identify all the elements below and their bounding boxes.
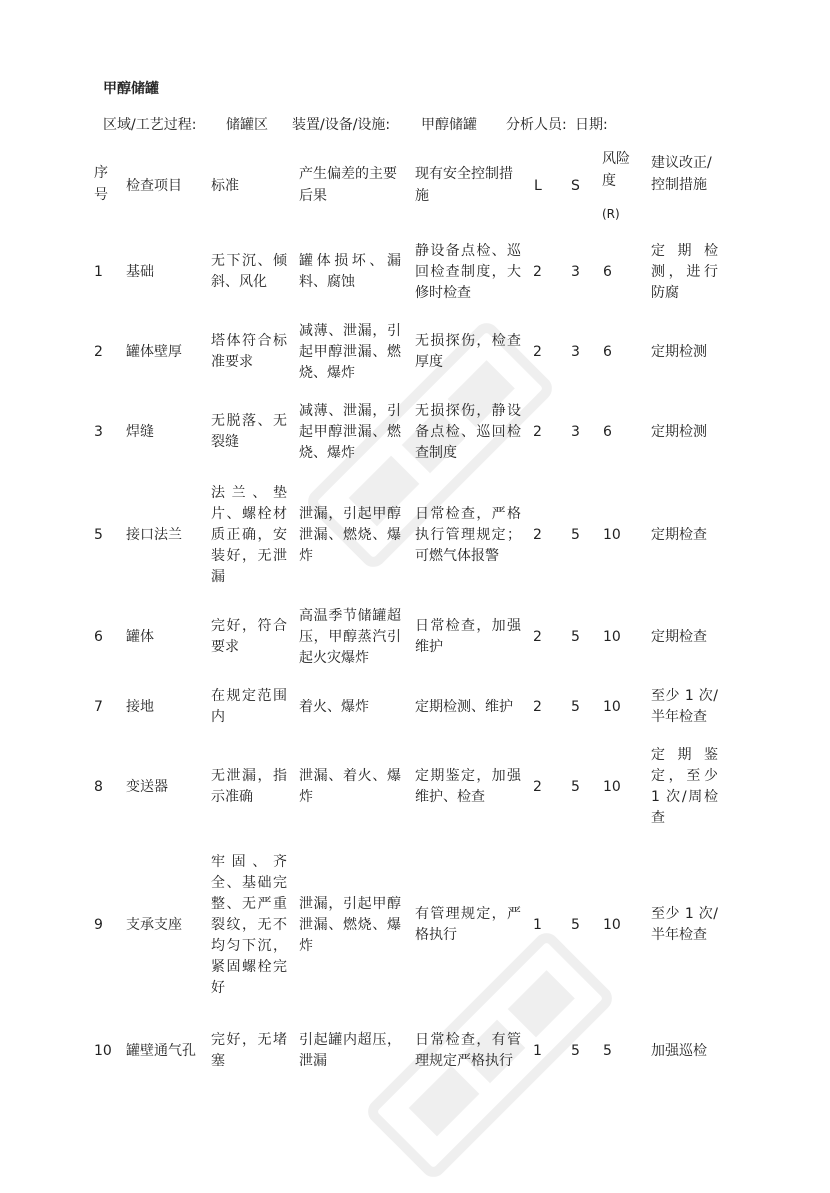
cell-text: 5 bbox=[571, 1042, 580, 1059]
cell-text: 2 bbox=[533, 343, 542, 360]
table-cell-r bbox=[603, 320, 629, 384]
table-cell-r bbox=[603, 1015, 629, 1087]
cell-text: 静设备点检、巡回检查制度，大修时检查 bbox=[415, 242, 521, 301]
table-cell-consequence bbox=[299, 238, 401, 306]
cell-text: 有管理规定，严格执行 bbox=[415, 906, 521, 943]
table-cell-r bbox=[603, 238, 629, 306]
header-measures: 现有安全控制措施 bbox=[415, 166, 513, 204]
cell-text: 日常检查，加强维护 bbox=[415, 618, 521, 655]
cell-text: 泄漏、着火、爆炸 bbox=[299, 768, 401, 805]
cell-text: 8 bbox=[94, 778, 103, 795]
cell-text: 接口法兰 bbox=[126, 526, 182, 543]
table-cell-advice bbox=[651, 400, 718, 464]
table-cell-consequence bbox=[299, 686, 401, 728]
cell-text: 5 bbox=[603, 1042, 612, 1059]
cell-text: 6 bbox=[603, 263, 612, 280]
table-cell-consequence bbox=[299, 603, 401, 671]
table-cell-item bbox=[126, 848, 196, 1002]
header-risk-r: (R) bbox=[602, 207, 620, 221]
table-cell-consequence bbox=[299, 320, 401, 384]
table-cell-s bbox=[571, 1015, 585, 1087]
cell-text: 定期检查 bbox=[651, 628, 707, 645]
cell-text: 无损探伤，静设备点检、巡回检查制度 bbox=[415, 402, 521, 461]
table-cell-item bbox=[126, 400, 196, 464]
table-cell-standard bbox=[211, 480, 287, 590]
cell-text: 定期检测、维护 bbox=[415, 698, 513, 715]
table-cell-l bbox=[533, 400, 547, 464]
cell-text: 定期鉴定，加强维护、检查 bbox=[415, 768, 521, 805]
table-cell-measures bbox=[415, 848, 521, 1002]
page-title: 甲醇储罐 bbox=[103, 81, 159, 97]
cell-text: 定期检测 bbox=[651, 343, 707, 360]
table-cell-l bbox=[533, 238, 547, 306]
table-cell-item bbox=[126, 320, 196, 384]
cell-text: 3 bbox=[571, 343, 580, 360]
table-cell-s bbox=[571, 238, 585, 306]
cell-text: 罐体壁厚 bbox=[126, 343, 182, 360]
table-cell-item bbox=[126, 686, 196, 728]
cell-text: 10 bbox=[603, 778, 621, 795]
table-cell-consequence bbox=[299, 480, 401, 590]
cell-text: 3 bbox=[94, 423, 103, 440]
table-cell-r bbox=[603, 603, 629, 671]
cell-text: 无泄漏，指示准确 bbox=[211, 768, 287, 805]
cell-text: 10 bbox=[603, 628, 621, 645]
cell-text: 泄漏，引起甲醇泄漏、燃烧、爆炸 bbox=[299, 895, 401, 954]
table-cell-standard bbox=[211, 1015, 287, 1087]
table-cell-l bbox=[533, 603, 547, 671]
analyst-label: 分析人员: bbox=[506, 117, 567, 133]
table-cell-advice bbox=[651, 848, 718, 1002]
table-cell-consequence bbox=[299, 742, 401, 832]
cell-text: 支承支座 bbox=[126, 916, 182, 933]
table-cell-s bbox=[571, 686, 585, 728]
header-s: S bbox=[571, 178, 580, 194]
header-standard: 标准 bbox=[211, 178, 239, 194]
table-cell-r bbox=[603, 686, 629, 728]
table-cell-r bbox=[603, 400, 629, 464]
cell-text: 10 bbox=[94, 1042, 112, 1059]
table-cell-item bbox=[126, 480, 196, 590]
table-cell-s bbox=[571, 742, 585, 832]
device-value: 甲醇储罐 bbox=[421, 117, 477, 133]
cell-text: 完好，无堵塞 bbox=[211, 1032, 287, 1069]
cell-text: 着火、爆炸 bbox=[299, 698, 369, 715]
cell-text: 5 bbox=[94, 526, 103, 543]
area-value: 储罐区 bbox=[226, 117, 268, 133]
cell-text: 1 bbox=[94, 263, 103, 280]
cell-text: 定期检查 bbox=[651, 526, 707, 543]
table-cell-consequence bbox=[299, 1015, 401, 1087]
table-cell-standard bbox=[211, 742, 287, 832]
cell-text: 定期检测 bbox=[651, 423, 707, 440]
cell-text: 5 bbox=[571, 698, 580, 715]
cell-text: 引起罐内超压，泄漏 bbox=[299, 1032, 401, 1069]
table-cell-l bbox=[533, 320, 547, 384]
cell-text: 10 bbox=[603, 698, 621, 715]
header-no: 序号 bbox=[94, 165, 108, 203]
cell-text: 焊缝 bbox=[126, 423, 154, 440]
cell-text: 泄漏，引起甲醇泄漏、燃烧、爆炸 bbox=[299, 505, 401, 564]
table-cell-no bbox=[94, 320, 118, 384]
cell-text: 完好，符合要求 bbox=[211, 618, 287, 655]
cell-text: 7 bbox=[94, 698, 103, 715]
header-risk: 风险度 bbox=[602, 151, 630, 189]
table-cell-l bbox=[533, 480, 547, 590]
table-cell-s bbox=[571, 480, 585, 590]
cell-text: 10 bbox=[603, 526, 621, 543]
table-cell-s bbox=[571, 400, 585, 464]
cell-text: 2 bbox=[533, 778, 542, 795]
cell-text: 定期鉴定，至少 1 次/周检查 bbox=[651, 747, 718, 826]
cell-text: 10 bbox=[603, 916, 621, 933]
table-cell-measures bbox=[415, 480, 521, 590]
cell-text: 2 bbox=[533, 263, 542, 280]
table-cell-no bbox=[94, 480, 118, 590]
cell-text: 塔体符合标准要求 bbox=[211, 333, 287, 370]
cell-text: 2 bbox=[94, 343, 103, 360]
table-cell-standard bbox=[211, 400, 287, 464]
table-cell-measures bbox=[415, 1015, 521, 1087]
cell-text: 5 bbox=[571, 628, 580, 645]
table-cell-advice bbox=[651, 238, 718, 306]
table-cell-standard bbox=[211, 686, 287, 728]
header-advice: 建议改正/控制措施 bbox=[651, 155, 712, 193]
table-cell-item bbox=[126, 742, 196, 832]
table-cell-r bbox=[603, 848, 629, 1002]
table-cell-standard bbox=[211, 603, 287, 671]
table-cell-standard bbox=[211, 238, 287, 306]
table-cell-r bbox=[603, 742, 629, 832]
table-cell-measures bbox=[415, 320, 521, 384]
cell-text: 罐体损坏、漏料、腐蚀 bbox=[299, 253, 401, 290]
cell-text: 1 bbox=[533, 1042, 542, 1059]
table-cell-measures bbox=[415, 742, 521, 832]
cell-text: 变送器 bbox=[126, 778, 168, 795]
cell-text: 减薄、泄漏，引起甲醇泄漏、燃烧、爆炸 bbox=[299, 322, 401, 381]
table-cell-item bbox=[126, 238, 196, 306]
cell-text: 基础 bbox=[126, 263, 154, 280]
cell-text: 5 bbox=[571, 916, 580, 933]
table-cell-standard bbox=[211, 320, 287, 384]
table-cell-standard bbox=[211, 848, 287, 1002]
table-cell-no bbox=[94, 603, 118, 671]
cell-text: 6 bbox=[603, 423, 612, 440]
table-cell-advice bbox=[651, 1015, 718, 1087]
table-cell-s bbox=[571, 320, 585, 384]
cell-text: 接地 bbox=[126, 698, 154, 715]
area-label: 区域/工艺过程: bbox=[103, 117, 197, 133]
cell-text: 牢固、齐全、基础完整、无严重裂纹，无不均匀下沉，紧固螺栓完好 bbox=[211, 853, 287, 996]
cell-text: 高温季节储罐超压，甲醇蒸汽引起火灾爆炸 bbox=[299, 607, 401, 666]
cell-text: 无下沉、倾斜、风化 bbox=[211, 253, 287, 290]
cell-text: 6 bbox=[603, 343, 612, 360]
cell-text: 6 bbox=[94, 628, 103, 645]
table-cell-advice bbox=[651, 742, 718, 832]
header-l: L bbox=[534, 178, 542, 194]
header-item: 检查项目 bbox=[126, 178, 182, 194]
cell-text: 2 bbox=[533, 423, 542, 440]
table-cell-measures bbox=[415, 603, 521, 671]
table-cell-consequence bbox=[299, 848, 401, 1002]
cell-text: 5 bbox=[571, 526, 580, 543]
table-cell-item bbox=[126, 603, 196, 671]
cell-text: 法兰、垫片、螺栓材质正确，安装好，无泄漏 bbox=[211, 484, 287, 585]
cell-text: 加强巡检 bbox=[651, 1042, 707, 1059]
cell-text: 至少 1 次/半年检查 bbox=[651, 688, 718, 725]
cell-text: 1 bbox=[533, 916, 542, 933]
table-cell-no bbox=[94, 400, 118, 464]
cell-text: 定期检测，进行防腐 bbox=[651, 242, 718, 301]
table-cell-l bbox=[533, 848, 547, 1002]
table-cell-l bbox=[533, 1015, 547, 1087]
date-label: 日期: bbox=[575, 117, 608, 133]
cell-text: 2 bbox=[533, 526, 542, 543]
cell-text: 2 bbox=[533, 698, 542, 715]
cell-text: 减薄、泄漏，引起甲醇泄漏、燃烧、爆炸 bbox=[299, 402, 401, 461]
table-cell-measures bbox=[415, 400, 521, 464]
table-cell-advice bbox=[651, 686, 718, 728]
cell-text: 日常检查，严格执行管理规定；可燃气体报警 bbox=[415, 505, 521, 564]
cell-text: 罐壁通气孔 bbox=[126, 1042, 196, 1059]
table-cell-measures bbox=[415, 238, 521, 306]
device-label: 装置/设备/设施: bbox=[292, 117, 391, 133]
table-cell-item bbox=[126, 1015, 196, 1087]
cell-text: 在规定范围内 bbox=[211, 688, 287, 725]
table-cell-s bbox=[571, 848, 585, 1002]
cell-text: 5 bbox=[571, 778, 580, 795]
table-cell-no bbox=[94, 238, 118, 306]
table-cell-no bbox=[94, 686, 118, 728]
cell-text: 3 bbox=[571, 263, 580, 280]
cell-text: 2 bbox=[533, 628, 542, 645]
table-cell-no bbox=[94, 848, 118, 1002]
table-cell-measures bbox=[415, 686, 521, 728]
header-consequence: 产生偏差的主要后果 bbox=[299, 166, 397, 204]
table-cell-advice bbox=[651, 480, 718, 590]
table-cell-advice bbox=[651, 320, 718, 384]
cell-text: 罐体 bbox=[126, 628, 154, 645]
cell-text: 9 bbox=[94, 916, 103, 933]
table-cell-l bbox=[533, 686, 547, 728]
table-cell-no bbox=[94, 742, 118, 832]
table-cell-s bbox=[571, 603, 585, 671]
cell-text: 无脱落、无裂缝 bbox=[211, 413, 287, 450]
table-cell-l bbox=[533, 742, 547, 832]
cell-text: 3 bbox=[571, 423, 580, 440]
table-cell-consequence bbox=[299, 400, 401, 464]
cell-text: 无损探伤，检查厚度 bbox=[415, 333, 521, 370]
cell-text: 日常检查，有管理规定严格执行 bbox=[415, 1032, 521, 1069]
table-cell-advice bbox=[651, 603, 718, 671]
table-cell-no bbox=[94, 1015, 118, 1087]
cell-text: 至少 1 次/半年检查 bbox=[651, 906, 718, 943]
table-cell-r bbox=[603, 480, 629, 590]
